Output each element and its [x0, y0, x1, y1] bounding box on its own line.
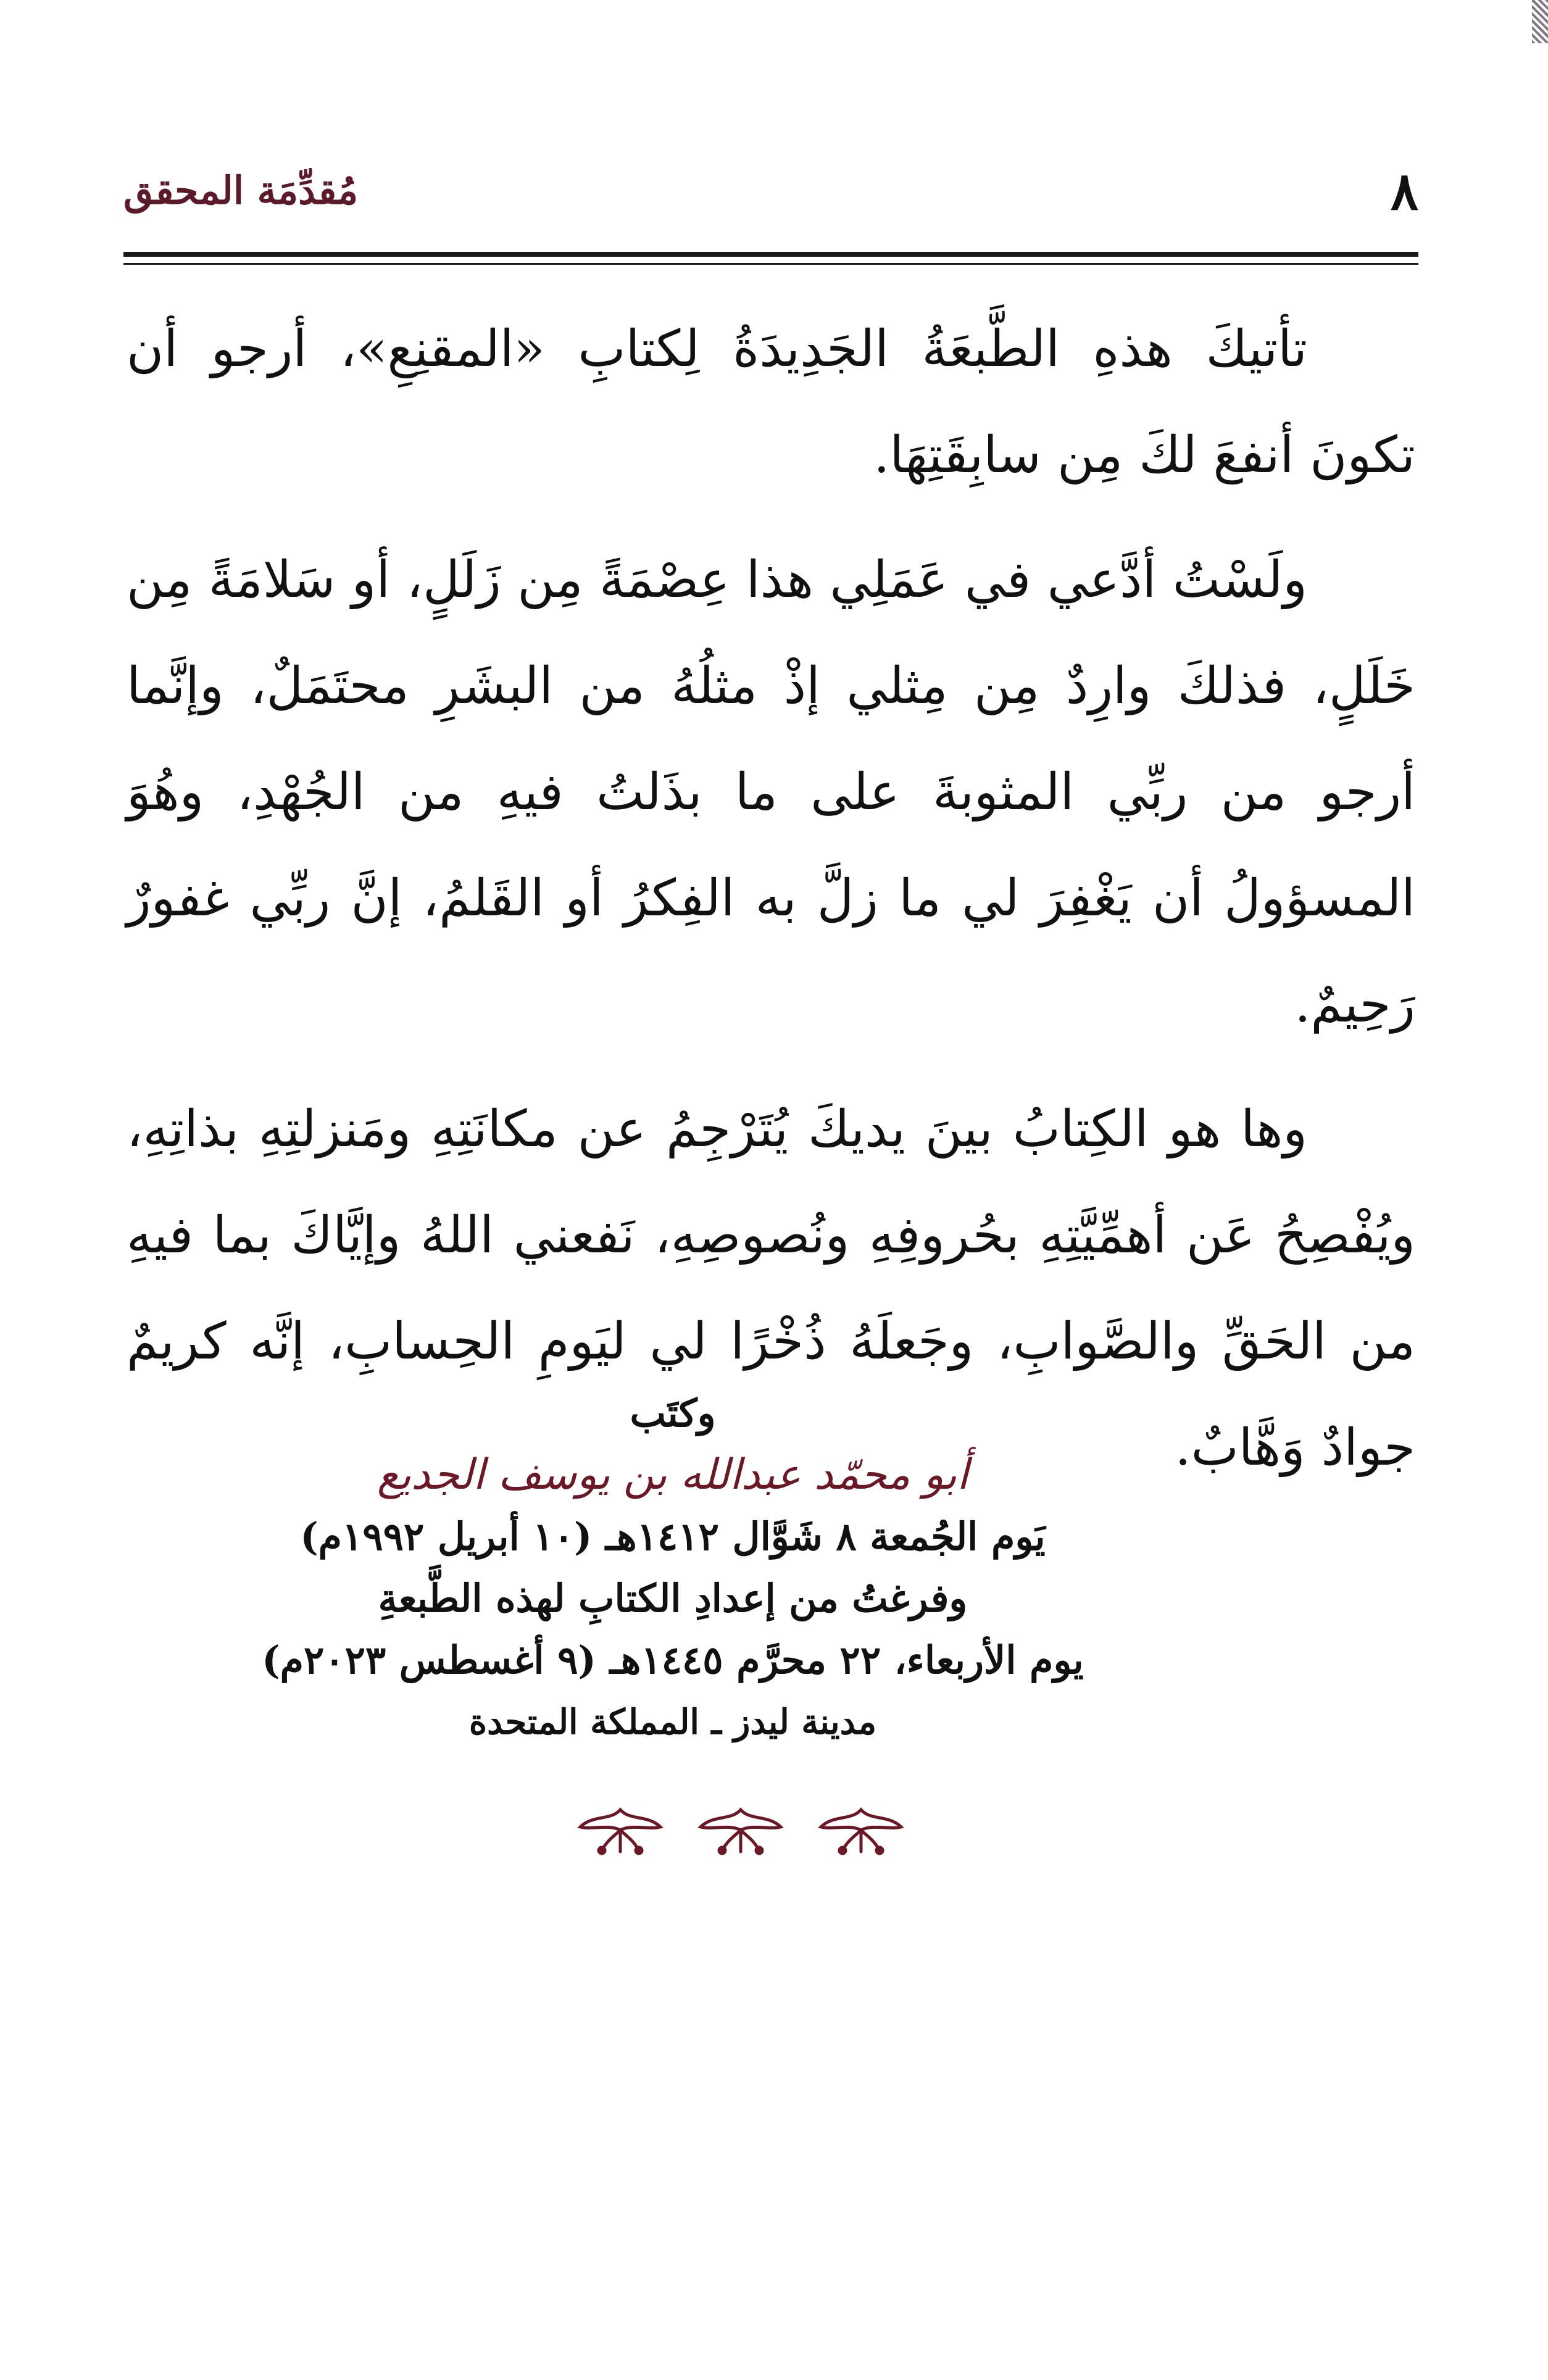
paragraph-2: ولَسْتُ أدَّعي في عَمَلِي هذا عِصْمَةً مِن زَلَلٍ، أو سَلامَةً مِن خَلَلٍ، فذلكَ وارِدٌ مِن مِثلي إذْ مثلُهُ من البشَرِ محتَمَلٌ، وإنَّما أرجو من ربِّي المثوبةَ على ما بذَلتُ فيهِ من الجُهْدِ، وهُوَ المسؤولُ أن يَغْفِرَ لي ما زلَّ به الفِكرُ أو القَلمُ، إنَّ ربِّي غفورٌ رَحِيمٌ. [127, 551, 1415, 1034]
paragraph-1: تأتيكَ هذهِ الطَّبعَةُ الجَدِيدَةُ لِكتابِ «المقنِعِ»، أرجو أن تكونَ أنفعَ لكَ مِن سابِقَتِهَا. [127, 320, 1415, 485]
finished-note: وفرغتُ من إعدادِ الكتابِ لهذه الطَّبعةِ [378, 1576, 968, 1621]
fleuron-icon [694, 1802, 787, 1858]
running-head [123, 154, 1418, 241]
body-text [127, 296, 1415, 1520]
header-rule-thin [123, 263, 1418, 265]
colophon [160, 1383, 1185, 1753]
fleuron-icon [574, 1802, 667, 1858]
page-number: ٨ [1390, 160, 1418, 222]
date-written: يَوم الجُمعة ٨ شَوَّال ١٤١٢هـ (١٠ أبريل ١٩٩٢م) [300, 1514, 1046, 1559]
scan-edge-artifact [1532, 0, 1548, 43]
place: مدينة ليدز ـ المملكة المتحدة [468, 1702, 877, 1742]
author-signature: أبو محمّد عبدالله بن يوسف الجديع [377, 1450, 969, 1499]
paragraph-3: وها هو الكِتابُ بينَ يديكَ يُتَرْجِمُ عن مكانَتِهِ ومَنزلتِهِ بذاتِهِ، ويُفْصِحُ عَن أهمِّيَّتِهِ بحُروفِهِ ونُصوصِهِ، نَفعني اللهُ وإيَّاكَ بما فيهِ من الحَقِّ والصَّوابِ، وجَعلَهُ ذُخْرًا لي ليَومِ الحِسابِ، إنَّه كريمٌ جوادٌ وَهَّابٌ. [127, 1100, 1415, 1477]
colophon-wrote: وكتَب [630, 1391, 716, 1436]
section-title: مُقدِّمَة المحقق [123, 168, 359, 213]
fleuron-icon [815, 1802, 907, 1858]
header-rule-thick [123, 252, 1418, 257]
ornaments [574, 1793, 907, 1867]
date-finished: يوم الأربعاء، ٢٢ محرَّم ١٤٤٥هـ (٩ أغسطس ٢٠٢٣م) [262, 1637, 1084, 1683]
